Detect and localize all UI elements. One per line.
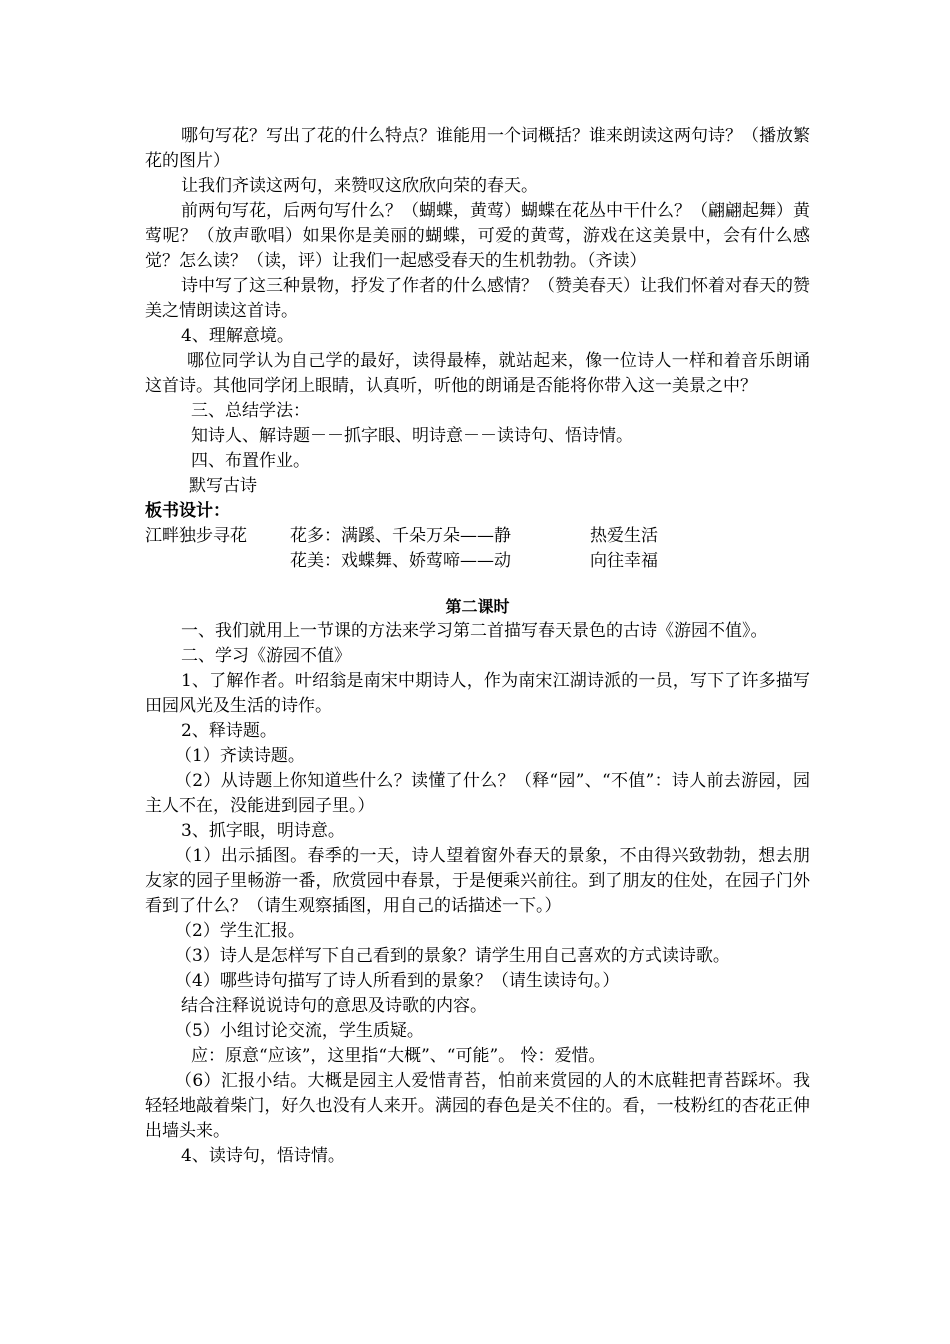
paragraph-group-discussion: （5）小组讨论交流，学生质疑。 (175, 1021, 424, 1041)
paragraph-annotation: 结合注释说说诗句的意思及诗歌的内容。 (181, 996, 487, 1016)
section-3-heading: 三、总结学法： (191, 401, 310, 421)
lesson-2-title: 第二课时 (445, 597, 510, 616)
section-3-text: 知诗人、解诗题－－抓字眼、明诗意－－读诗句、悟诗情。 (191, 426, 633, 446)
paragraph-summary: （6）汇报小结。大概是园主人爱惜青苔，怕前来赏园的人的木底鞋把青苔踩坏。我轻轻地敲着柴门，好久也没有人来开。满园的春色是关不住的。看，一枝粉红的杏花正伸出墙头来。 (145, 1071, 810, 1141)
paragraph-flower-question: 哪句写花？写出了花的什么特点？谁能用一个词概括？谁来朗读这两句诗？（播放繁 花的图片） (145, 126, 810, 171)
paragraph-which-lines: （4）哪些诗句描写了诗人所看到的景象？（请生读诗句。） (175, 971, 620, 991)
board-row-1 (145, 524, 810, 549)
paragraph-step-3: 3、抓字眼，明诗意。 (181, 821, 345, 841)
section-4-heading: 四、布置作业。 (191, 451, 310, 471)
homework-text: 默写古诗 (189, 476, 257, 496)
paragraph-title-meaning: （2）从诗题上你知道些什么？读懂了什么？（释“园”、“不值”：诗人前去游园，园主人不在，没能进到园子里。） (145, 771, 810, 816)
document-page (145, 124, 810, 1169)
paragraph-illustration: （1）出示插图。春季的一天，诗人望着窗外春天的景象，不由得兴致勃勃，想去朋友家的园子里畅游一番，欣赏园中春景，于是便乘兴前往。到了朋友的住处，在园子门外看到了什么？（请生观察插图，用自己的话描述一下。） (145, 846, 810, 916)
paragraph-step-4: 4、读诗句，悟诗情。 (181, 1146, 345, 1166)
lesson-2-intro: 一、我们就用上一节课的方法来学习第二首描写春天景色的古诗《游园不值》。 (181, 621, 768, 641)
paragraph-read-title: （1）齐读诗题。 (175, 746, 305, 766)
paragraph-feeling-question: 诗中写了这三种景物，抒发了作者的什么感情？（赞美春天）让我们怀着对春天的赞美之情朗读这首诗。 (145, 276, 810, 321)
board-row-2-right: 向往幸福 (590, 551, 658, 571)
board-row-1-middle: 花多：满蹊、千朵万朵——静 (290, 526, 511, 546)
lesson-2-section-2: 二、学习《游园不值》 (181, 646, 351, 666)
paragraph-author: 1、了解作者。叶绍翁是南宋中期诗人，作为南宋江湖诗派的一员，写下了许多描写田园风光及生活的诗作。 (145, 671, 810, 716)
board-design-heading: 板书设计： (145, 501, 230, 521)
paragraph-title-explain: 2、释诗题。 (181, 721, 277, 741)
paragraph-read-together: 让我们齐读这两句，来赞叹这欣欣向荣的春天。 (181, 176, 538, 196)
paragraph-student-report: （2）学生汇报。 (175, 921, 305, 941)
step-4-heading: 4、理解意境。 (181, 326, 294, 346)
paragraph-how-written: （3）诗人是怎样写下自己看到的景象？请学生用自己喜欢的方式读诗歌。 (175, 946, 730, 966)
paragraph-recite: 哪位同学认为自己学的最好，读得最棒，就站起来，像一位诗人一样和着音乐朗诵这首诗。其他同学闭上眼睛，认真听，听他的朗诵是否能将你带入这一美景之中？ (145, 351, 810, 396)
paragraph-butterfly-question: 前两句写花，后两句写什么？（蝴蝶，黄莺）蝴蝶在花丛中干什么？（翩翩起舞）黄莺呢？（放声歌唱）如果你是美丽的蝴蝶，可爱的黄莺，游戏在这美景中，会有什么感觉？怎么读？（读，评）让我们一起感受春天的生机勃勃。（齐读） (145, 201, 810, 271)
board-row-1-right: 热爱生活 (590, 526, 658, 546)
paragraph-word-notes: 应：原意“应该”，这里指“大概”、“可能”。 怜：爱惜。 (191, 1046, 606, 1066)
board-row-2-middle: 花美：戏蝶舞、娇莺啼——动 (290, 551, 511, 571)
board-poem-title: 江畔独步寻花 (145, 526, 247, 546)
board-row-2 (145, 549, 810, 574)
